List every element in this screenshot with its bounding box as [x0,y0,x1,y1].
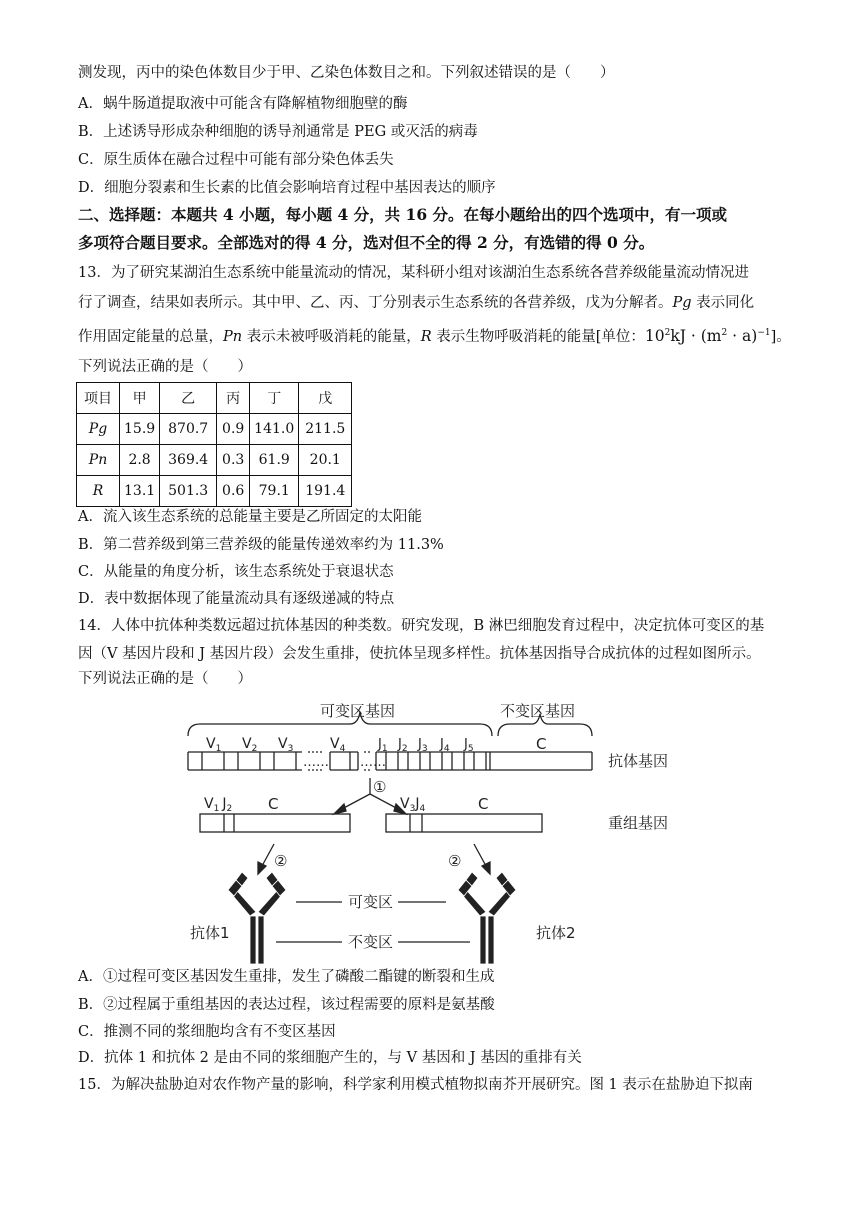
q14-option-c: C．推测不同的浆细胞均含有不变区基因 [78,1024,336,1040]
table-header-cell: 丙 [217,383,250,414]
antibody-gene-diagram [180,694,720,966]
table-row [77,414,352,445]
q13-pn-symbol: Pn [223,329,243,346]
step1-arrows [334,778,406,814]
q13-line3-a: 作用固定能量的总量， [78,329,223,346]
c-segment-label: C [478,795,489,813]
antibody-1-label: 抗体1 [190,924,230,942]
q13-line3-c: 表示生物呼吸消耗的能量[单位： [436,329,645,346]
step2-marker: ② [448,852,462,870]
v-segment-label: $V_2$ [242,736,258,754]
q12-option-c: C．原生质体在融合过程中可能有部分染色体丢失 [78,152,394,168]
recombined-right-label: $V_3J_4$ [400,796,426,814]
table-cell: 13.1 [120,476,160,507]
q13-unit: $10^2kJ \cdot (m^2 \cdot a)^{-1}$ [644,327,771,346]
table-cell: 870.7 [160,414,217,445]
q13-r-symbol: R [420,329,432,346]
table-cell: 2.8 [120,445,160,476]
q14-stem-line3: 下列说法正确的是（ ） [78,671,252,687]
table-cell: 0.9 [217,414,250,445]
q14-stem-line1: 14．人体中抗体种类数远超过抗体基因的种类数。研究发现，B 淋巴细胞发育过程中，决定抗体可变区的基 [78,618,765,634]
table-cell: 211.5 [299,414,352,445]
table-cell: 61.9 [250,445,299,476]
table-row [77,476,352,507]
variable-gene-label: 可变区基因 [320,702,396,720]
table-cell: 369.4 [160,445,217,476]
table-cell: R [77,476,120,507]
q12-option-b: B．上述诱导形成杂种细胞的诱导剂通常是 PEG 或灭活的病毒 [78,124,478,140]
section2-heading-line1: 二、选择题：本题共 4 小题，每小题 4 分，共 16 分。在每小题给出的四个选项中，有一项或 [78,205,728,224]
table-header-row [77,383,352,414]
step1-marker: ① [373,778,387,796]
q15-stem-line1: 15．为解决盐胁迫对农作物产量的影响，科学家利用模式植物拟南芥开展研究。图 1 表示在盐胁迫下拟南 [78,1077,753,1093]
j-segment-label: $J_1$ [378,737,388,754]
table-cell: 0.3 [217,445,250,476]
j-segment-label: $J_5$ [464,737,474,754]
table-header-cell: 戊 [299,383,352,414]
j-segment-label: $J_4$ [440,737,450,754]
antibody-gene-label: 抗体基因 [608,752,669,770]
q12-stem-continued: 测发现，丙中的染色体数目少于甲、乙染色体数目之和。下列叙述错误的是（ ） [78,65,615,81]
antibody-1-shape [228,872,286,964]
q13-option-b: B．第二营养级到第三营养级的能量传递效率约为 11.3% [78,537,444,553]
q14-option-b: B．②过程属于重组基因的表达过程，该过程需要的原料是氨基酸 [78,997,495,1013]
table-header-cell: 项目 [77,383,120,414]
gene-dots: …… [360,755,386,770]
q14-option-d: D．抗体 1 和抗体 2 是由不同的浆细胞产生的，与 V 基因和 J 基因的重排有关 [78,1050,582,1066]
j-segment-label: $J_2$ [398,737,408,754]
q13-line3-b: 表示未被呼吸消耗的能量， [246,329,421,346]
table-cell: Pg [77,414,120,445]
gene-dots: …… [303,755,329,770]
antibody-2-shape [458,872,516,964]
antibody-gene-bar [188,752,592,770]
q13-option-a: A．流入该生态系统的总能量主要是乙所固定的太阳能 [78,509,422,525]
table-row [77,445,352,476]
table-header-cell: 乙 [160,383,217,414]
q13-stem-line1: 13．为了研究某湖泊生态系统中能量流动的情况，某科研小组对该湖泊生态系统各营养级能量流动情况进 [78,265,749,281]
c-segment-label: C [268,795,279,813]
constant-region-label: 不变区 [348,933,394,951]
table-cell: 15.9 [120,414,160,445]
recombined-gene-left [200,814,350,832]
q13-pg-symbol: Pg [672,295,692,311]
table-cell: 141.0 [250,414,299,445]
q14-stem-line2: 因（V 基因片段和 J 基因片段）会发生重排，使抗体呈现多样性。抗体基因指导合成抗体的过程如图所示。 [78,646,761,662]
q13-stem-line2-end: 表示同化 [696,295,755,311]
recombined-gene-label: 重组基因 [608,814,669,832]
table-cell: 191.4 [299,476,352,507]
q13-stem-line2-text: 行了调查，结果如表所示。其中甲、乙、丙、丁分别表示生态系统的各营养级，戊为分解者。 [78,295,673,311]
table-cell: 501.3 [160,476,217,507]
section2-heading-line2: 多项符合题目要求。全部选对的得 4 分，选对但不全的得 2 分，有选错的得 0 分。 [78,233,655,252]
c-segment-label: C [536,735,547,753]
v-segment-label: $V_3$ [278,736,294,754]
j-segment-label: $J_3$ [418,737,428,754]
recombined-gene-right [386,814,542,832]
antibody-2-label: 抗体2 [536,924,576,942]
q13-option-d: D．表中数据体现了能量流动具有逐级递减的特点 [78,591,395,607]
q12-option-a: A．蜗牛肠道提取液中可能含有降解植物细胞壁的酶 [78,96,408,112]
q14-option-a: A．①过程可变区基因发生重排，发生了磷酸二酯键的断裂和生成 [78,969,495,985]
constant-gene-label: 不变区基因 [500,702,576,720]
table-header-cell: 丁 [250,383,299,414]
table-cell: 20.1 [299,445,352,476]
recombined-left-label: $V_1$ $J_2$ [204,796,233,814]
table-cell: 0.6 [217,476,250,507]
q13-option-c: C．从能量的角度分析，该生态系统处于衰退状态 [78,564,394,580]
q13-stem-line2 [78,292,790,314]
table-cell: 79.1 [250,476,299,507]
q13-stem-line3: 作用固定能量的总量，Pn 表示未被呼吸消耗的能量，R 表示生物呼吸消耗的能量[单位：$10^2kJ \cdot (m^2 \cdot a)^{-1}$]。 [78,327,791,346]
q13-stem-line4: 下列说法正确的是（ ） [78,359,252,375]
variable-region-label: 可变区 [348,893,394,911]
v-segment-label: $V_1$ [206,736,222,754]
table-cell: Pn [77,445,120,476]
table-header-cell: 甲 [120,383,160,414]
q12-option-d: D．细胞分裂素和生长素的比值会影响培育过程中基因表达的顺序 [78,180,496,196]
energy-table [76,382,352,507]
step2-marker: ② [274,852,288,870]
v-segment-label: $V_4$ [330,736,346,754]
